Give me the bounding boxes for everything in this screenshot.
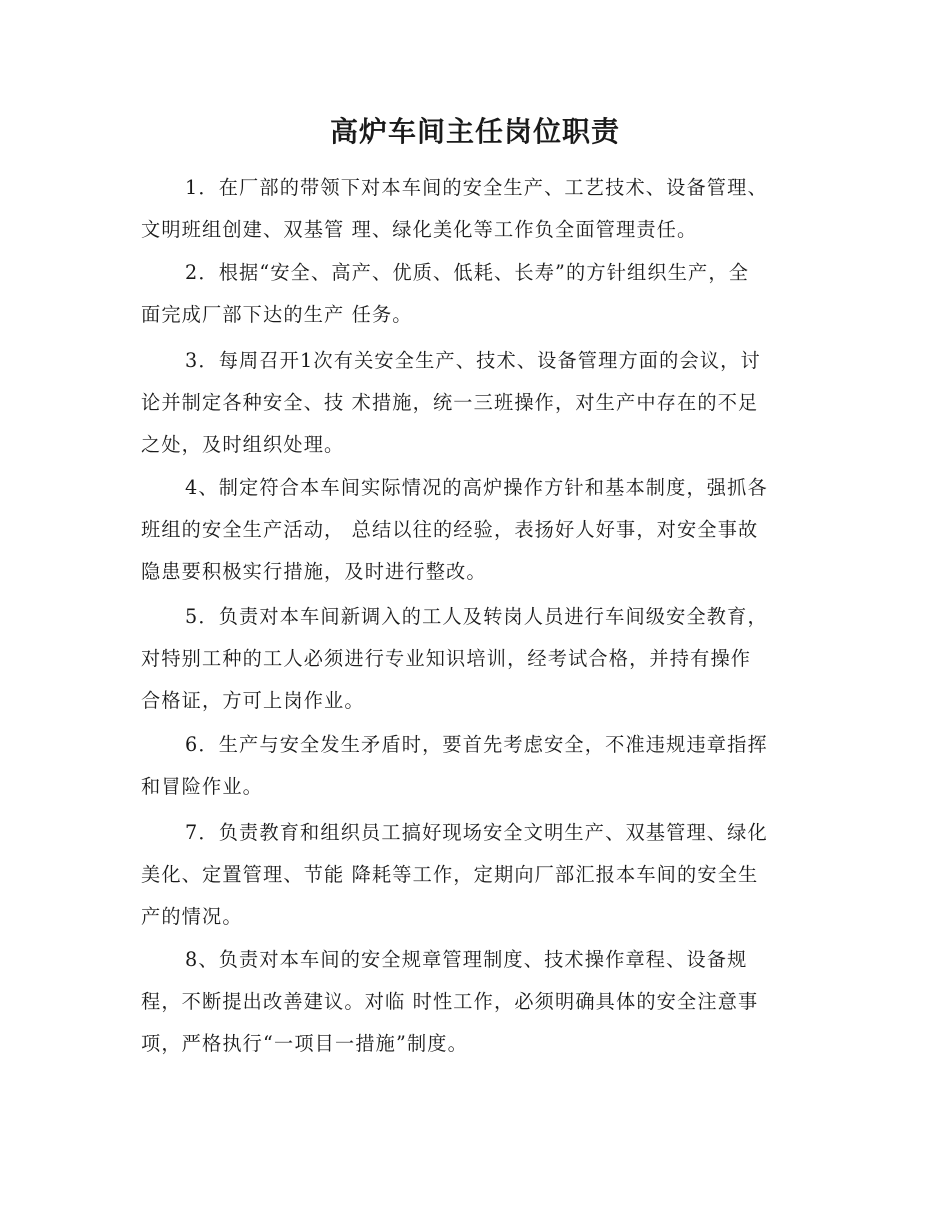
paragraph-line: 4、制定符合本车间实际情况的高炉操作方针和基本制度，强抓各: [185, 476, 768, 499]
paragraph-line: 2．根据“安全、高产、优质、低耗、长寿”的方针组织生产，全: [185, 261, 750, 284]
paragraph-line: 合格证，方可上岗作业。: [141, 689, 365, 712]
paragraph-line: 1．在厂部的带领下对本车间的安全生产、工艺技术、设备管理、: [185, 176, 768, 199]
paragraph-line: 8、负责对本车间的安全规章管理制度、技术操作章程、设备规: [185, 948, 748, 971]
paragraph-line: 隐患要积极实行措施，及时进行整改。: [141, 560, 487, 583]
paragraph-1: [141, 167, 806, 251]
paragraph-line: 5．负责对本车间新调入的工人及转岗人员进行车间级安全教育，: [185, 605, 768, 628]
paragraph-line: 项，严格执行“一项目一措施”制度。: [141, 1032, 468, 1055]
paragraph-line: 美化、定置管理、节能 降耗等工作，定期向厂部汇报本车间的安全生: [141, 863, 759, 886]
paragraph-line: 之处，及时组织处理。: [141, 433, 345, 456]
paragraph-7: [141, 812, 806, 938]
paragraph-line: 程，不断提出改善建议。对临 时性工作，必须明确具体的安全注意事: [141, 990, 759, 1013]
paragraph-line: 对特别工种的工人必须进行专业知识培训，经考试合格，并持有操作: [141, 647, 752, 670]
paragraph-line: 7．负责教育和组织员工搞好现场安全文明生产、双基管理、绿化: [185, 821, 768, 844]
paragraph-8: [141, 939, 806, 1065]
paragraph-line: 3．每周召开1次有关安全生产、技术、设备管理方面的会议，讨: [185, 349, 761, 372]
paragraph-6: [141, 724, 806, 808]
paragraph-line: 论并制定各种安全、技 术措施，统一三班操作，对生产中存在的不足: [141, 391, 759, 414]
paragraph-4: [141, 467, 806, 593]
paragraph-line: 文明班组创建、双基管 理、绿化美化等工作负全面管理责任。: [141, 218, 698, 241]
paragraph-line: 产的情况。: [141, 905, 243, 928]
paragraph-3: [141, 340, 806, 466]
paragraph-line: 和冒险作业。: [141, 775, 264, 798]
paragraph-line: 面完成厂部下达的生产 任务。: [141, 303, 413, 326]
paragraph-5: [141, 596, 806, 722]
document-title: 高炉车间主任岗位职责: [329, 115, 620, 148]
paragraph-2: [141, 252, 806, 336]
paragraph-line: 班组的安全生产活动， 总结以往的经验，表扬好人好事，对安全事故: [141, 518, 759, 541]
paragraph-line: 6．生产与安全发生矛盾时，要首先考虑安全，不准违规违章指挥: [185, 733, 768, 756]
